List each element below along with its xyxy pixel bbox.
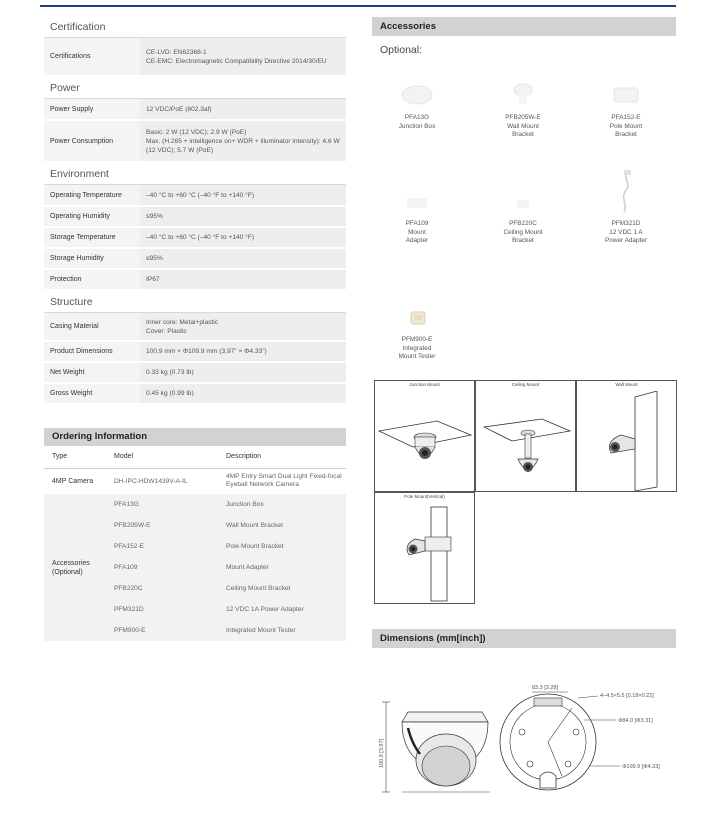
certification-table xyxy=(44,38,346,77)
accessory-label: Adapter xyxy=(405,237,429,244)
junction-mount-diagram xyxy=(374,380,475,492)
dimensions-drawing xyxy=(372,680,676,810)
spec-label: Net Weight xyxy=(44,362,140,383)
ordering-model: PFM321D xyxy=(106,599,218,620)
outer-diameter-dimension: Φ109.9 [Φ4.33] xyxy=(622,764,660,770)
mount-adapter-image xyxy=(377,184,457,214)
structure-table xyxy=(44,313,346,405)
spec-label: Storage Temperature xyxy=(44,227,140,248)
accessory-label: Wall Mount xyxy=(507,122,539,130)
ordering-information xyxy=(44,428,346,641)
wall-mount-bracket-image xyxy=(483,78,563,108)
spec-value: 0.33 kg (0.73 lb) xyxy=(140,362,346,383)
accessory-label: Bracket xyxy=(615,131,637,138)
column-header-model: Model xyxy=(106,446,218,468)
spec-label: Power Consumption xyxy=(44,120,140,162)
wall-mount-diagram xyxy=(576,380,677,492)
ceiling-mount-bracket-image xyxy=(483,184,563,214)
accessory-label: Integrated xyxy=(402,344,432,352)
ordering-description: Pole Mount Bracket xyxy=(218,536,346,557)
accessory-pfa152-e xyxy=(586,78,666,140)
ordering-model: PFA152-E xyxy=(106,536,218,557)
spec-value: ≤95% xyxy=(140,206,346,227)
bottom-view xyxy=(500,685,660,790)
section-title-power: Power xyxy=(44,77,346,99)
mount-label: Pole Mount(Vertical) xyxy=(404,494,445,499)
optional-label: Optional: xyxy=(380,44,423,56)
spec-value: IP67 xyxy=(140,269,346,290)
column-header-type: Type xyxy=(44,446,106,468)
ordering-type: 4MP Camera xyxy=(52,477,94,485)
section-title-structure: Structure xyxy=(44,291,346,313)
spec-value: Basic: 2 W (12 VDC); 2.9 W (PoE) Max. (H.265 + intelligence on+ WDR + illuminator intensity): 4.6 W (12 VDC); 5.7 W (PoE) xyxy=(140,120,346,162)
ordering-description: 12 VDC 1A Power Adapter xyxy=(218,599,346,620)
ordering-model: DH-IPC-HDW1439V-A-IL xyxy=(114,477,188,485)
side-view xyxy=(379,702,490,792)
top-rule xyxy=(40,5,676,7)
mount-label: Junction Mount xyxy=(409,382,440,387)
accessory-label: Ceiling Mount xyxy=(503,228,543,236)
spec-label: Storage Humidity xyxy=(44,248,140,269)
ordering-description: Wall Mount Bracket xyxy=(218,515,346,536)
spec-value: 0.45 kg (0.99 lb) xyxy=(140,383,346,404)
environment-table xyxy=(44,185,346,291)
accessory-label: Power Adapter xyxy=(605,237,647,244)
spec-label: Protection xyxy=(44,269,140,290)
inner-diameter-dimension: Φ84.0 [Φ3.31] xyxy=(618,718,653,724)
spec-value: –40 °C to +60 °C (–40 °F to +140 °F) xyxy=(140,185,346,206)
spec-label: Certifications xyxy=(44,38,140,76)
ordering-model: PFA109 xyxy=(106,557,218,578)
spec-value: CE-LVD: EN62368-1 CE-EMC: Electromagnetic Compatibility Directive 2014/30/EU xyxy=(140,38,346,76)
accessory-pfm321d xyxy=(586,168,666,246)
accessory-pfm900-e xyxy=(377,300,457,362)
power-table xyxy=(44,99,346,163)
accessory-model: PFB205W-E xyxy=(505,114,541,121)
mount-label: Ceiling Mount xyxy=(511,382,540,387)
spec-value: ≤95% xyxy=(140,248,346,269)
pole-mount-bracket-image xyxy=(586,78,666,108)
accessory-model: PFM900-E xyxy=(401,336,433,343)
accessory-model: PFA152-E xyxy=(611,114,641,121)
ceiling-mount-diagram xyxy=(475,380,576,492)
spec-value: –40 °C to +60 °C (–40 °F to +140 °F) xyxy=(140,227,346,248)
spec-label: Casing Material xyxy=(44,313,140,341)
junction-box-image xyxy=(377,78,457,108)
spec-value: Inner core: Metal+plastic Cover: Plastic xyxy=(140,313,346,341)
spec-label: Power Supply xyxy=(44,99,140,120)
accessory-pfb220c xyxy=(483,184,563,246)
ordering-description: Junction Box xyxy=(218,494,346,515)
spec-label: Operating Temperature xyxy=(44,185,140,206)
mount-label: Wall Mount xyxy=(615,382,638,387)
ordering-model: PFA13G xyxy=(106,494,218,515)
accessory-label: Bracket xyxy=(512,237,534,244)
top-width-dimension: 83.3 [3.28] xyxy=(532,685,558,691)
ordering-table xyxy=(44,446,346,641)
accessory-label: Junction Box xyxy=(398,122,436,130)
accessory-model: PFA109 xyxy=(405,220,429,227)
accessory-model: PFM321D xyxy=(611,220,641,227)
ordering-model: PFB205W-E xyxy=(106,515,218,536)
ordering-type-accessories: Accessories (Optional) xyxy=(44,494,106,641)
accessory-label: Mount Tester xyxy=(398,353,436,360)
accessory-label: Mount xyxy=(408,228,426,236)
height-dimension: 100.9 [3.97] xyxy=(379,738,385,768)
ordering-description: 4MP Entry Smart Dual Light Fixed-focal Eyeball Network Camera xyxy=(226,472,342,489)
spec-label: Operating Humidity xyxy=(44,206,140,227)
spec-value: 100.9 mm × Φ109.9 mm (3.97" × Φ4.33") xyxy=(140,341,346,362)
accessory-pfa13g xyxy=(377,78,457,131)
hole-dimension: 4–4.5×5.5 [0.18×0.22] xyxy=(600,693,654,699)
power-adapter-image xyxy=(586,168,666,214)
pole-mount-diagram xyxy=(374,492,475,604)
accessory-label: 12 VDC 1 A xyxy=(609,228,643,236)
ordering-description: Integrated Mount Tester xyxy=(218,620,346,641)
section-title-environment: Environment xyxy=(44,163,346,185)
accessory-model: PFB220C xyxy=(509,220,537,227)
accessory-label: Pole Mount xyxy=(609,122,643,130)
spec-label: Product Dimensions xyxy=(44,341,140,362)
column-header-description: Description xyxy=(218,446,346,468)
mount-tester-image xyxy=(377,300,457,330)
ordering-description: Ceiling Mount Bracket xyxy=(218,578,346,599)
spec-label: Gross Weight xyxy=(44,383,140,404)
ordering-model: PFM900-E xyxy=(106,620,218,641)
spec-value: 12 VDC/PoE (802.3af) xyxy=(140,99,346,120)
accessories-title: Accessories xyxy=(372,17,676,36)
spec-column xyxy=(44,16,346,405)
ordering-description: Mount Adapter xyxy=(218,557,346,578)
accessory-label: Bracket xyxy=(512,131,534,138)
ordering-model: PFB220C xyxy=(106,578,218,599)
accessory-pfa109 xyxy=(377,184,457,246)
dimensions-title: Dimensions (mm[inch]) xyxy=(372,629,676,648)
accessory-model: PFA13G xyxy=(404,114,430,121)
section-title-certification: Certification xyxy=(44,16,346,38)
accessory-pfb205w-e xyxy=(483,78,563,140)
ordering-title: Ordering Information xyxy=(44,428,346,446)
